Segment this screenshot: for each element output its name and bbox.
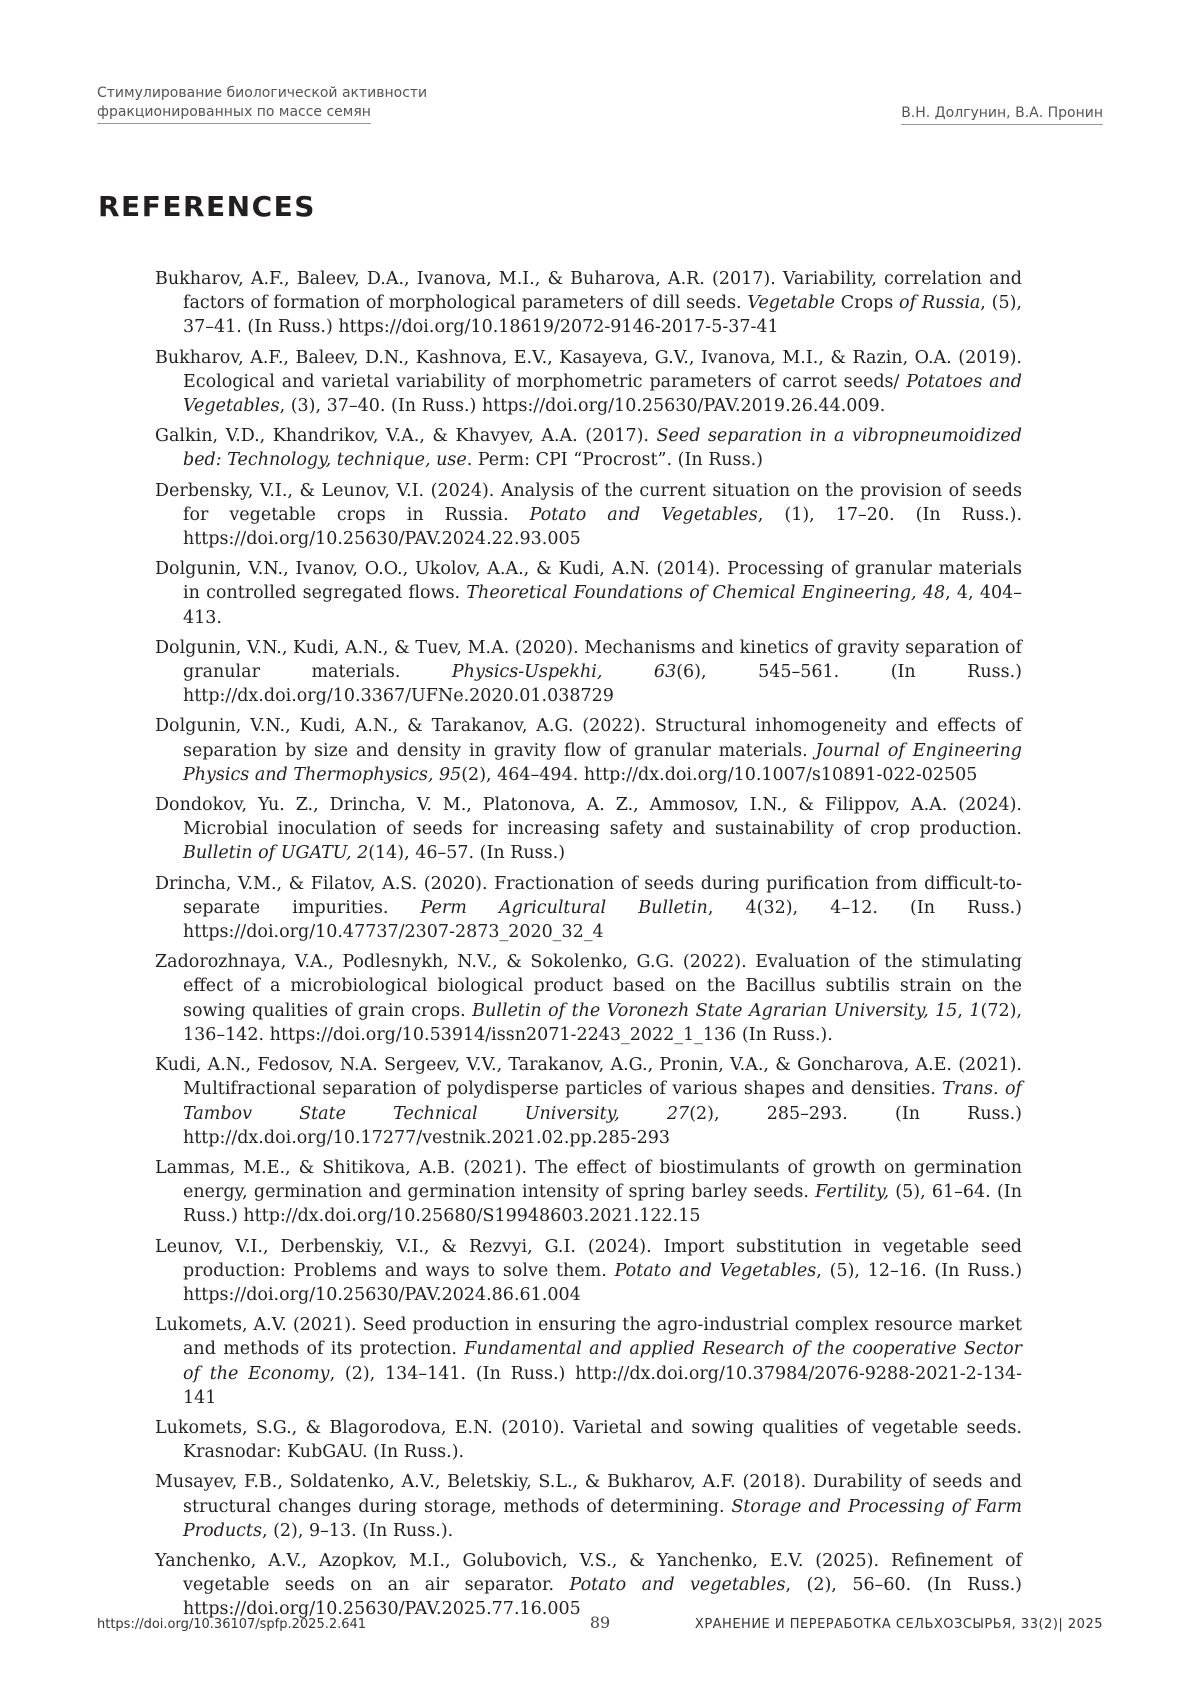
reference-item: Dolgunin, V.N., Kudi, A.N., & Tarakanov, A.G. (2022). Structural inhomogeneity and effects of separation by size and density in gravity flow of granular materials. Journal of Engineering Physics and Thermophysics, 95(2), 464–494. http://dx.doi.org/10.1007/s10891-022-02505 <box>155 714 1022 787</box>
running-head-authors: В.Н. Долгунин, В.А. Пронин <box>901 104 1103 125</box>
reference-item: Bukharov, A.F., Baleev, D.A., Ivanova, M.I., & Buharova, A.R. (2017). Variability, correlation and factors of formation of morphological parameters of dill seeds. Vegetable Crops of Russia, (5), 37–41. (In Russ.) https://doi.org/10.18619/2072-9146-2017-5-37-41 <box>155 267 1022 340</box>
reference-item: Drincha, V.M., & Filatov, A.S. (2020). Fractionation of seeds during purification from difficult-to-separate impurities. Perm Agricultural Bulletin, 4(32), 4–12. (In Russ.) https://doi.org/10.47737/2307-2873_2020_32_4 <box>155 872 1022 945</box>
reference-item: Zadorozhnaya, V.A., Podlesnykh, N.V., & Sokolenko, G.G. (2022). Evaluation of the stimulating effect of a microbiological biological product based on the Bacillus subtilis strain on the sowing qualities of grain crops. Bulletin of the Voronezh State Agrarian University, 15, 1(72), 136–142. https://doi.org/10.53914/issn2071-2243_2022_1_136 (In Russ.). <box>155 950 1022 1047</box>
reference-item: Galkin, V.D., Khandrikov, V.A., & Khavyev, A.A. (2017). Seed separation in a vibropneumoidized bed: Technology, technique, use. Perm: CPI “Procrost”. (In Russ.) <box>155 424 1022 472</box>
running-head-line-2: фракционированных по массе семян <box>97 103 371 124</box>
reference-item: Dolgunin, V.N., Ivanov, O.O., Ukolov, A.A., & Kudi, A.N. (2014). Processing of granular materials in controlled segregated flows. Theoretical Foundations of Chemical Engineering, 48, 4, 404–413. <box>155 557 1022 630</box>
footer-journal-title: ХРАНЕНИЕ И ПЕРЕРАБОТКА СЕЛЬХОЗСЫРЬЯ, 33(2)| 2025 <box>695 1617 1103 1632</box>
reference-item: Yanchenko, A.V., Azopkov, M.I., Golubovich, V.S., & Yanchenko, E.V. (2025). Refinement of vegetable seeds on an air separator. Potato and vegetables, (2), 56–60. (In Russ.) https://doi.org/10.25630/PAV.2025.77.16.005 <box>155 1549 1022 1622</box>
reference-item: Dolgunin, V.N., Kudi, A.N., & Tuev, M.A. (2020). Mechanisms and kinetics of gravity separation of granular materials. Physics-Uspekhi, 63(6), 545–561. (In Russ.) http://dx.doi.org/10.3367/UFNe.2020.01.038729 <box>155 636 1022 709</box>
footer-doi-link[interactable]: https://doi.org/10.36107/spfp.2025.2.641 <box>97 1617 366 1632</box>
reference-item: Lukomets, A.V. (2021). Seed production in ensuring the agro-industrial complex resource market and methods of its protection. Fundamental and applied Research of the cooperative Sector of the Economy, (2), 134–141. (In Russ.) http://dx.doi.org/10.37984/2076-9288-2021-2-134-141 <box>155 1313 1022 1410</box>
reference-item: Leunov, V.I., Derbenskiy, V.I., & Rezvyi, G.I. (2024). Import substitution in vegetable seed production: Problems and ways to solve them. Potato and Vegetables, (5), 12–16. (In Russ.) https://doi.org/10.25630/PAV.2024.86.61.004 <box>155 1235 1022 1308</box>
reference-item: Lammas, M.E., & Shitikova, A.B. (2021). The effect of biostimulants of growth on germination energy, germination and germination intensity of spring barley seeds. Fertility, (5), 61–64. (In Russ.) http://dx.doi.org/10.25680/S19948603.2021.122.15 <box>155 1156 1022 1229</box>
running-head-line-1: Стимулирование биологической активности <box>97 84 427 103</box>
reference-list <box>155 267 1022 1628</box>
running-head-article-title <box>97 84 427 124</box>
reference-item: Lukomets, S.G., & Blagorodova, E.N. (2010). Varietal and sowing qualities of vegetable seeds. Krasnodar: KubGAU. (In Russ.). <box>155 1416 1022 1464</box>
reference-item: Derbensky, V.I., & Leunov, V.I. (2024). Analysis of the current situation on the provision of seeds for vegetable crops in Russia. Potato and Vegetables, (1), 17–20. (In Russ.). https://doi.org/10.25630/PAV.2024.22.93.005 <box>155 479 1022 552</box>
page-number: 89 <box>97 1613 1103 1632</box>
reference-item: Kudi, A.N., Fedosov, N.A. Sergeev, V.V., Tarakanov, A.G., Pronin, V.A., & Goncharova, A.E. (2021). Multifractional separation of polydisperse particles of various shapes and densities. Trans. of Tambov State Technical University, 27(2), 285–293. (In Russ.) http://dx.doi.org/10.17277/vestnik.2021.02.pp.285-293 <box>155 1053 1022 1150</box>
reference-item: Dondokov, Yu. Z., Drincha, V. M., Platonova, A. Z., Ammosov, I.N., & Filippov, A.A. (2024). Microbial inoculation of seeds for increasing safety and sustainability of crop production. Bulletin of UGATU, 2(14), 46–57. (In Russ.) <box>155 793 1022 866</box>
reference-item: Bukharov, A.F., Baleev, D.N., Kashnova, E.V., Kasayeva, G.V., Ivanova, M.I., & Razin, O.A. (2019). Ecological and varietal variability of morphometric parameters of carrot seeds/ Potatoes and Vegetables, (3), 37–40. (In Russ.) https://doi.org/10.25630/PAV.2019.26.44.009. <box>155 346 1022 419</box>
reference-item: Musayev, F.B., Soldatenko, A.V., Beletskiy, S.L., & Bukharov, A.F. (2018). Durability of seeds and structural changes during storage, methods of determining. Storage and Processing of Farm Products, (2), 9–13. (In Russ.). <box>155 1470 1022 1543</box>
references-heading: REFERENCES <box>98 190 316 223</box>
